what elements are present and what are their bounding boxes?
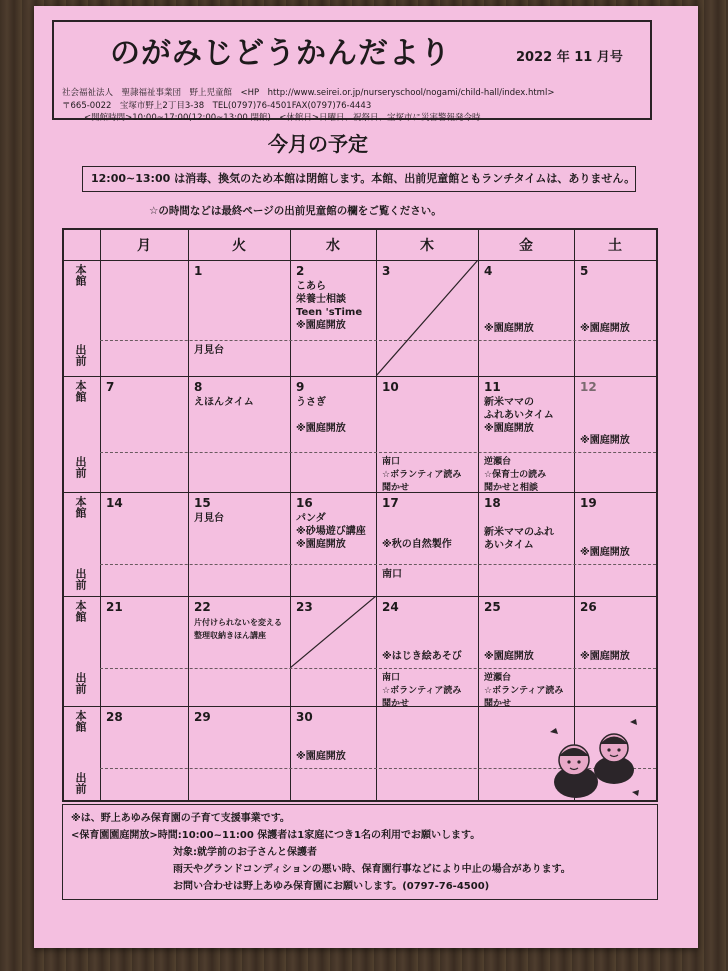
footer-line-5: お問い合わせは野上あゆみ保育園にお願いします。(0797-76-4500): [173, 881, 490, 892]
date-number: 26: [580, 600, 597, 614]
date-number: 22: [194, 600, 211, 614]
honkan-event: ※園庭開放: [580, 323, 630, 334]
section-title: 今月の予定: [268, 132, 368, 156]
date-number: 29: [194, 710, 211, 724]
notice-box: 12:00~13:00 は消毒、換気のため本館は閉館します。本館、出前児童館ともランチタイムは、ありません。: [82, 166, 636, 192]
date-number: 24: [382, 600, 399, 614]
date-number: 18: [484, 496, 501, 510]
date-number: 14: [106, 496, 123, 510]
honkan-demae-divider: [100, 668, 656, 669]
honkan-event: えほんタイム: [194, 397, 254, 408]
day-header: 火: [232, 238, 246, 254]
honkan-demae-divider: [100, 452, 656, 453]
date-number: 11: [484, 380, 501, 394]
honkan-event: ※秋の自然製作: [382, 539, 452, 550]
grid-hline: [64, 376, 656, 377]
date-number: 10: [382, 380, 399, 394]
children-illustration: [544, 712, 644, 804]
date-number: 30: [296, 710, 313, 724]
hours-line: <開館時間>10:00~17:00(12:00~13:00 閉館) <休館日>日曜日、祝祭日、宝塚市に災害警報発令時: [84, 113, 481, 123]
org-line: 社会福祉法人 聖隷福祉事業団 野上児童館 <HP http://www.seirei.or.jp/nurseryschool/nogami/child-hall/index.html>: [62, 88, 555, 98]
date-number: 4: [484, 264, 493, 278]
newsletter-page: [34, 6, 698, 948]
date-number: 5: [580, 264, 589, 278]
row-label-honkan: 本館: [74, 264, 87, 286]
date-number: 3: [382, 264, 391, 278]
honkan-event: ※園庭開放: [580, 435, 630, 446]
issue-label: 2022 年 11 月号: [516, 50, 623, 65]
date-number: 17: [382, 496, 399, 510]
honkan-event: ※園庭開放: [580, 547, 630, 558]
footer-line-2: <保育園園庭開放>時間:10:00~11:00 保護者は1家庭につき1名の利用でお願いします。: [71, 830, 481, 841]
subnote: ☆の時間などは最終ページの出前児童館の欄をご覧ください。: [149, 205, 442, 217]
honkan-event: ※園庭開放: [484, 651, 534, 662]
date-number: 9: [296, 380, 305, 394]
grid-vline: [478, 230, 479, 800]
grid-vline: [290, 230, 291, 800]
honkan-demae-divider: [100, 564, 656, 565]
date-number: 28: [106, 710, 123, 724]
honkan-event: 片付けられないを変える 整理収納きほん講座: [194, 618, 282, 640]
footer-line-1: ※は、野上あゆみ保育園の子育て支援事業です。: [71, 813, 290, 824]
date-number: 16: [296, 496, 313, 510]
date-number: 8: [194, 380, 203, 394]
grid-vline: [100, 230, 101, 800]
honkan-event: 新米ママのふれ あいタイム: [484, 527, 554, 551]
row-label-demae: 出前: [74, 456, 87, 478]
row-label-honkan: 本館: [74, 496, 87, 518]
grid-vline: [188, 230, 189, 800]
demae-event: 南口 ☆ボランティア読み 聞かせ: [382, 673, 462, 709]
honkan-event: ※園庭開放: [580, 651, 630, 662]
day-header: 金: [519, 238, 533, 254]
day-header: 土: [608, 238, 622, 254]
honkan-event: 月見台: [194, 513, 224, 524]
demae-event: 逆瀬台 ☆保育士の読み 聞かせと相談: [484, 457, 547, 493]
honkan-event: ※園庭開放: [296, 751, 346, 762]
demae-event: 逆瀬台 ☆ボランティア読み 聞かせ: [484, 673, 564, 709]
honkan-event: ※園庭開放: [484, 323, 534, 334]
day-header: 水: [326, 238, 340, 254]
row-label-demae: 出前: [74, 772, 87, 794]
row-label-demae: 出前: [74, 568, 87, 590]
date-number: 12: [580, 380, 597, 394]
honkan-event: パンダ ※砂場遊び講座 ※園庭開放: [296, 513, 366, 550]
footer-box: [62, 804, 658, 900]
honkan-event: うさぎ ※園庭開放: [296, 397, 346, 434]
closed-day-strike: [376, 260, 478, 376]
newsletter-title: のがみじどうかんだより: [110, 36, 451, 71]
footer-line-4: 雨天やグランドコンディションの悪い時、保育園行事などにより中止の場合があります。: [173, 864, 571, 875]
date-number: 7: [106, 380, 115, 394]
honkan-event: こあら 栄養士相談 Teen 'sTime ※園庭開放: [296, 281, 363, 331]
day-header: 木: [420, 238, 434, 254]
date-number: 1: [194, 264, 203, 278]
address-line: 〒665-0022 宝塚市野上2丁目3-38 TEL(0797)76-4501FAX(0797)76-4443: [62, 101, 372, 111]
demae-event: 月見台: [194, 345, 224, 356]
date-number: 2: [296, 264, 305, 278]
day-header: 月: [137, 238, 151, 254]
closed-day-strike: [290, 596, 376, 668]
row-label-honkan: 本館: [74, 380, 87, 402]
date-number: 25: [484, 600, 501, 614]
date-number: 23: [296, 600, 313, 614]
date-number: 15: [194, 496, 211, 510]
row-label-honkan: 本館: [74, 710, 87, 732]
row-label-demae: 出前: [74, 672, 87, 694]
row-label-demae: 出前: [74, 344, 87, 366]
honkan-event: 新米ママの ふれあいタイム ※園庭開放: [484, 397, 554, 434]
honkan-event: ※はじき絵あそび: [382, 651, 462, 662]
demae-event: 南口: [382, 569, 402, 580]
header-box: [52, 20, 652, 123]
date-number: 19: [580, 496, 597, 510]
date-number: 21: [106, 600, 123, 614]
demae-event: 南口 ☆ボランティア読み 聞かせ: [382, 457, 462, 493]
footer-line-3: 対象:就学前のお子さんと保護者: [173, 847, 317, 858]
grid-hline: [64, 260, 656, 261]
row-label-honkan: 本館: [74, 600, 87, 622]
